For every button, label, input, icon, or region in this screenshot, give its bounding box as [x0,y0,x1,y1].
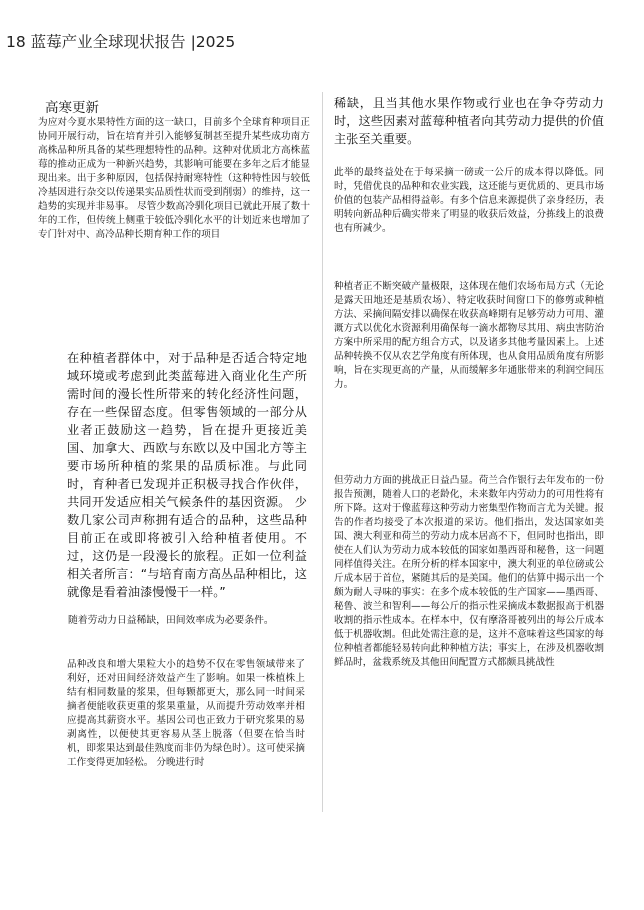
page-header: 18 蓝莓产业全球现状报告 |2025 [6,33,236,51]
labor-caption: 随着劳动力日益稀缺，田间效率成为必要条件。 [68,615,274,626]
labor-challenge-paragraph: 但劳动力方面的挑战正日益凸显。荷兰合作银行去年发布的一份报告预测，随着人口的老龄化，未来数年内劳动力的可用性将有所下降。这对于像蓝莓这种劳动力密集型作物而言尤为关键。报告的作者均接受了本次报道的采访。他们指出，发达国家如美国、澳大利亚和荷兰的劳动力成本居高不下，但同时也指出，即使在人们认为劳动力成本较低的国家如墨西哥和秘鲁，这一问题同样值得关注。在所分析的样本国家中，澳大利亚的单位磅或公斤成本居于首位，紧随其后的是美国。他们的估算中揭示出一个颇为耐人寻味的事实：在多个成本较低的生产国家——墨西哥、秘鲁、波兰和智利——每公斤的指示性采摘成本数据报高于机器收割的指示性成本。在样本中，仅有摩洛哥被列出的每公斤成本低于机器收割。但此处需注意的是，这并不意味着这些国家的每位种植者都能轻易转向此种种植方法；事实上，在涉及机器收割鲜品时，盆栽系统及其他田间配置方式都颇具挑战性 [334,475,604,668]
goal-paragraph: 此举的最终益处在于每采摘一磅或一公斤的成本得以降低。同时，凭借优良的品种和农业实践，这还能与更优质的、更具市场价值的包装产品相得益彰。有多个信息来源提供了亲身经历，表明转向新品种后确实带来了明显的收获后效益，分拣线上的浪费也有所减少。 [334,167,604,234]
intro-paragraph: 为应对今夏水果特性方面的这一缺口，目前多个全球育种项目正协同开展行动，旨在培育并引入能够复制甚至提升某些成功南方高株品种所具备的某些理想特性的品种。这种对优质北方高株蓝莓的推动正成为一种新兴趋势，其影响可能要在多年之后才能显现出来。出于多种原因，包括保持耐寒特性（这种特性因与较低冷基因进行杂交以传递果实品质性状而受到削弱）的维持，这一趋势的实现并非易事。 尽管少数高冷驯化项目已就此开展了数十年的工作，但传统上侧重于较低冷驯化水平的计划近来也增加了专门针对中、高冷品种长期育种工作的项目 [38,117,310,240]
scarcity-paragraph: 稀缺，且当其他水果作物或行业也在争夺劳动力时，这些因素对蓝莓种植者向其劳动力提供的价值主张至关重要。 [334,96,604,146]
column-divider [322,92,323,812]
section-title: 高寒更新 [45,100,99,116]
breeding-paragraph: 品种改良和增大果粒大小的趋势不仅在零售领域带来了利好，还对田间经济效益产生了影响。如果一株植株上结有相同数量的浆果，但每颗都更大，那么同一时间采摘者便能收获更重的浆果重量，从而提升劳动效率并相应提高其薪资水平。基因公司也正致力于研究浆果的易剥离性，以便使其更容易从茎上脱落（但要在恰当时机，即浆果达到最佳熟度而非仍为绿色时）。这可使采摘工作变得更加轻松。 分晚进行时 [67,659,305,768]
yield-systems-paragraph: 种植者正不断突破产量极限，这体现在他们农场布局方式（无论是露天田地还是基质农场）、特定收获时间窗口下的修剪或种植方法、采摘间隔安排以确保在收获高峰期有足够劳动力可用、灌溉方式以优化水资源利用确保每一滴水都物尽其用、病虫害防治方案中所采用的配方组合方式，以及诸多其他考量因素上。上述品种转换不仅从农艺学角度有所体现，也从食用品质角度有所影响，旨在实现更高的产量，从而缓解多年通胀带来的利润空间压力。 [334,281,604,390]
growers-paragraph: 在种植者群体中，对于品种是否适合特定地域环境或考虑到此类蓝莓进入商业化生产所需时间的漫长性所带来的转化经济性问题，存在一些保留态度。但零售领域的一部分从业者正鼓励这一趋势，旨在提升更接近美国、加拿大、西欧与东欧以及中国北方等主要市场所种植的浆果的品质标准。与此同时，育种者已发现并正积极寻找合作伙伴，共同开发适应相关气候条件的基因资源。 少数几家公司声称拥有适合的品种，这些品种目前正在或即将被引入给种植者使用。不过，这仍是一段漫长的旅程。正如一位利益相关者所言：“与培育南方高丛品种相比，这就像是看着油漆慢慢干一样。” [67,351,307,599]
